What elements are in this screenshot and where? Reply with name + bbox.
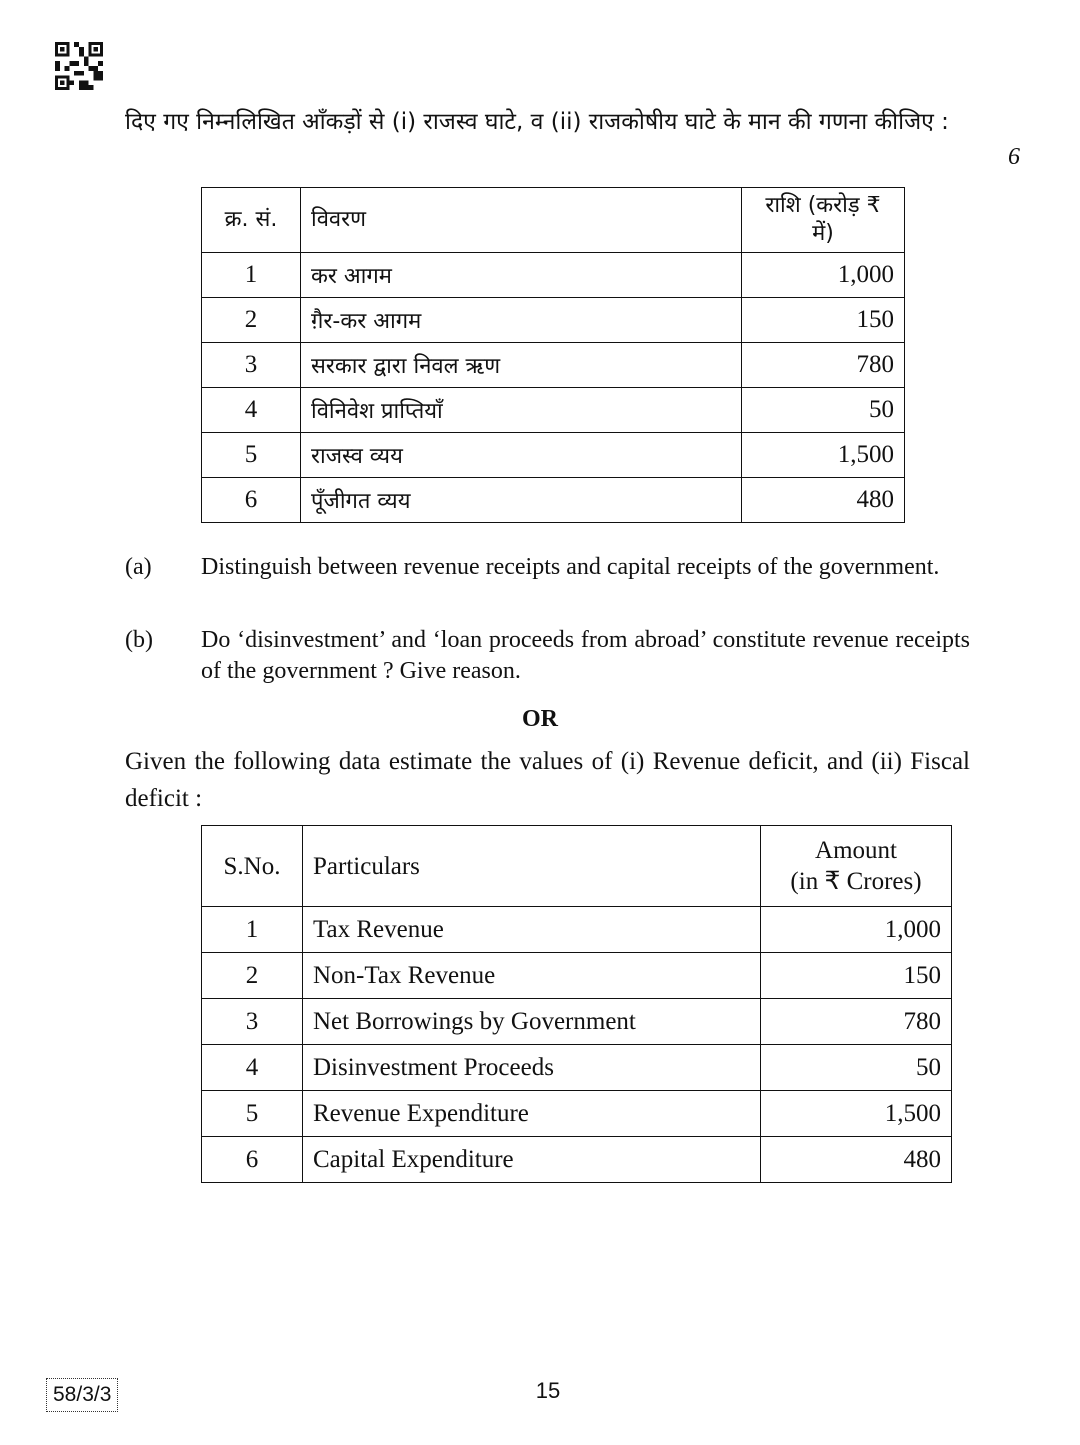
header-amount [761,826,952,907]
particulars-cell: कर आगम [301,253,742,298]
english-question-text: Given the following data estimate the values of (i) Revenue deficit, and (ii) Fiscal deficit : [125,748,970,812]
table-row [202,1137,952,1183]
hindi-data-table [201,187,905,523]
particulars-cell: Net Borrowings by Government [303,999,761,1045]
sub-question-a [125,552,970,583]
table-row [202,1091,952,1137]
amount-cell: 1,000 [742,253,905,298]
sub-question-b [125,625,970,687]
header-particulars: Particulars [303,826,761,907]
header-amount-unit: (in ₹ Crores) [790,868,922,895]
serial-cell: 3 [202,999,303,1045]
serial-cell: 5 [202,433,301,478]
sub-question-label: (b) [125,627,153,653]
particulars-cell: Disinvestment Proceeds [303,1045,761,1091]
or-separator: OR [522,706,558,732]
header-amount-label: राशि (करोड़ ₹ में) [765,193,881,246]
serial-cell: 2 [202,953,303,999]
amount-cell: 50 [761,1045,952,1091]
amount-cell: 150 [761,953,952,999]
table-header-row [202,188,905,253]
particulars-cell: विनिवेश प्राप्तियाँ [301,388,742,433]
serial-cell: 2 [202,298,301,343]
header-particulars: विवरण [301,188,742,253]
serial-cell: 3 [202,343,301,388]
table-row [202,343,905,388]
amount-cell: 480 [761,1137,952,1183]
table-row [202,388,905,433]
amount-cell: 1,500 [761,1091,952,1137]
hindi-question-text: दिए गए निम्नलिखित आँकड़ों से (i) राजस्व घाटे, व (ii) राजकोषीय घाटे के मान की गणना कीजिए : [125,109,949,135]
table-row [202,907,952,953]
serial-cell: 6 [202,1137,303,1183]
particulars-cell: पूँजीगत व्यय [301,478,742,523]
sub-question-label: (a) [125,554,152,580]
header-amount [742,188,905,253]
table-row [202,1045,952,1091]
table-row [202,999,952,1045]
particulars-cell: राजस्व व्यय [301,433,742,478]
table-row [202,478,905,523]
serial-cell: 4 [202,388,301,433]
question-marks: 6 [1008,144,1020,170]
serial-cell: 5 [202,1091,303,1137]
header-serial: S.No. [202,826,303,907]
amount-cell: 1,500 [742,433,905,478]
paper-code: 58/3/3 [46,1378,118,1412]
english-data-table [201,825,952,1183]
amount-cell: 780 [742,343,905,388]
amount-cell: 1,000 [761,907,952,953]
sub-question-text: Distinguish between revenue receipts and capital receipts of the government. [201,554,940,580]
serial-cell: 4 [202,1045,303,1091]
table-row [202,433,905,478]
serial-cell: 1 [202,907,303,953]
table-row [202,253,905,298]
particulars-cell: ग़ैर-कर आगम [301,298,742,343]
amount-cell: 150 [742,298,905,343]
amount-cell: 50 [742,388,905,433]
serial-cell: 1 [202,253,301,298]
particulars-cell: Tax Revenue [303,907,761,953]
particulars-cell: Non-Tax Revenue [303,953,761,999]
table-row [202,298,905,343]
header-amount-label: Amount [815,837,897,864]
sub-question-text: Do ‘disinvestment’ and ‘loan proceeds from abroad’ constitute revenue receipts of the government ? Give reason. [201,627,970,684]
table-header-row [202,826,952,907]
serial-cell: 6 [202,478,301,523]
particulars-cell: Capital Expenditure [303,1137,761,1183]
particulars-cell: Revenue Expenditure [303,1091,761,1137]
table-row [202,953,952,999]
page-number: 15 [535,1378,561,1403]
particulars-cell: सरकार द्वारा निवल ऋण [301,343,742,388]
amount-cell: 480 [742,478,905,523]
header-serial: क्र. सं. [202,188,301,253]
amount-cell: 780 [761,999,952,1045]
qr-code-icon [54,42,104,90]
